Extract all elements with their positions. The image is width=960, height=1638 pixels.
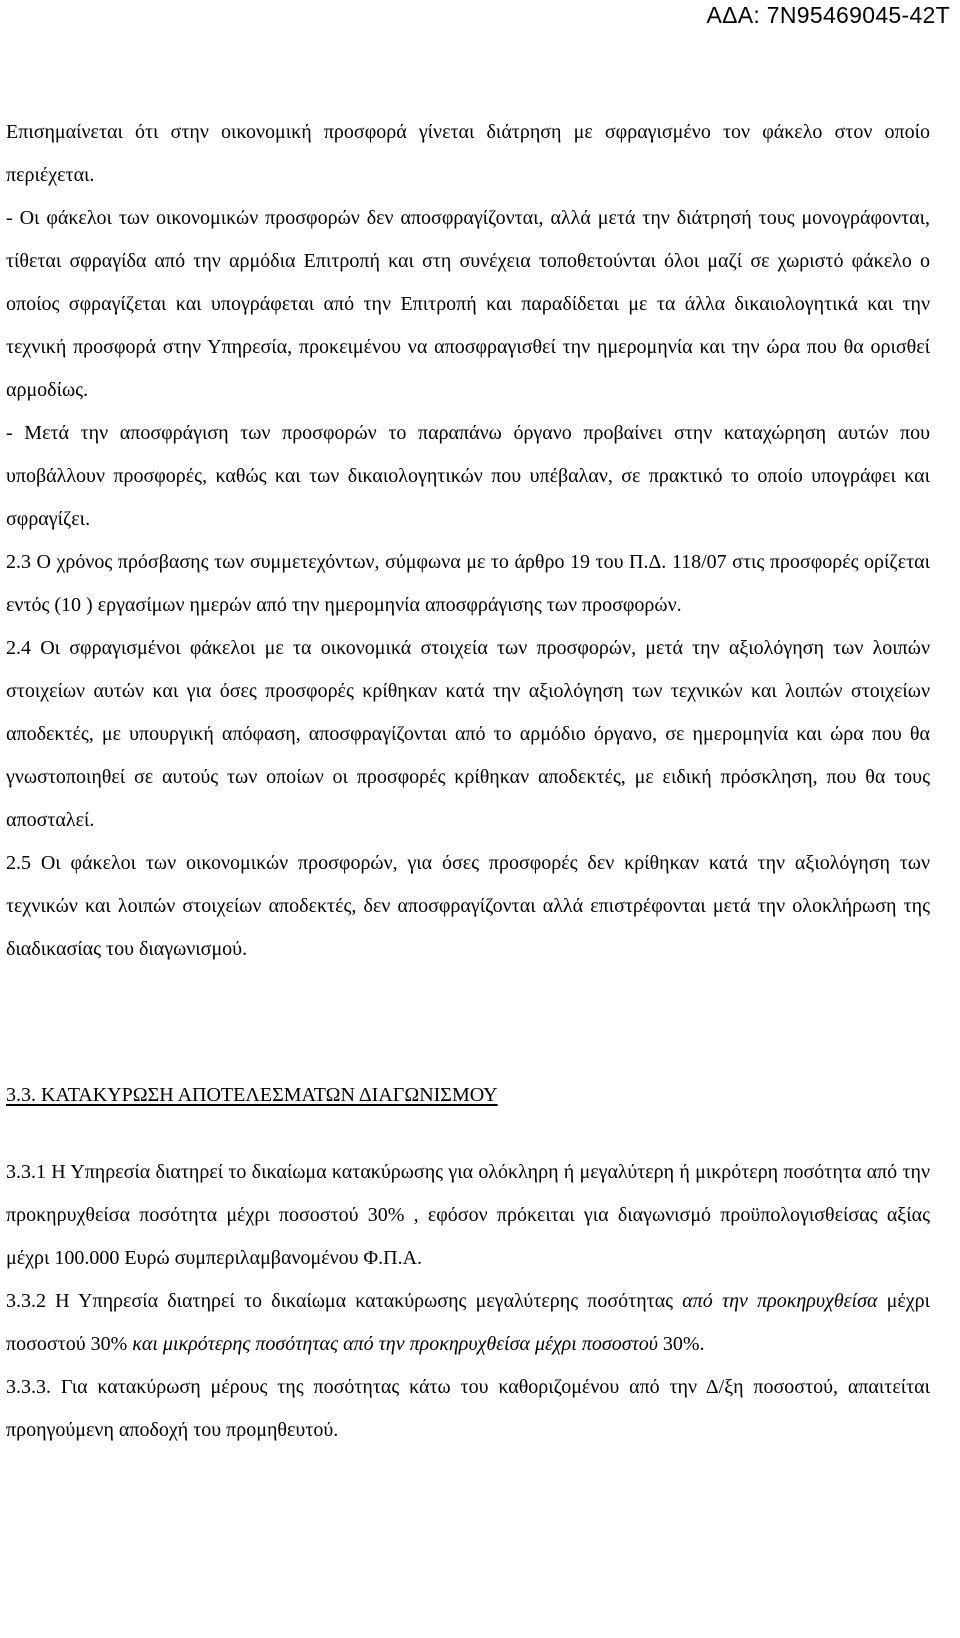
- paragraph-2-5: 2.5 Οι φάκελοι των οικονομικών προσφορών, για όσες προσφορές δεν κρίθηκαν κατά την αξιολόγηση των τεχνικών και λοιπών στοιχείων αποδεκτές, δεν αποσφραγίζονται αλλά επιστρέφονται μετά την ολοκλήρωση της διαδικασίας του διαγωνισμού.: [6, 852, 930, 960]
- p332-part-e: 30%.: [657, 1333, 705, 1355]
- paragraph-3-3-3: 3.3.3. Για κατακύρωση μέρους της ποσότητας κάτω του καθοριζομένου από την Δ/ξη ποσοστού, απαιτείται προηγούμενη αποδοχή του προμηθευτού.: [6, 1376, 930, 1441]
- p332-part-c: μέχρι ποσοστού 30%: [6, 1290, 930, 1355]
- paragraph-3-3-2: [6, 1280, 930, 1366]
- ada-code: ΑΔΑ: 7Ν95469045-42Τ: [706, 2, 950, 28]
- section-heading-text: 3.3. ΚΑΤΑΚΥΡΩΣΗ ΑΠΟΤΕΛΕΣΜΑΤΩΝ ΔΙΑΓΩΝΙΣΜΟΥ: [6, 1084, 498, 1106]
- section-heading: [6, 1074, 930, 1117]
- paragraph-perforation-note: Επισημαίνεται ότι στην οικονομική προσφορά γίνεται διάτρηση με σφραγισμένο τον φάκελο στον οποίο περιέχεται.: [6, 121, 930, 186]
- p332-part-b: από την προκηρυχθείσα: [682, 1290, 878, 1312]
- p332-part-a: 3.3.2 Η Υπηρεσία διατηρεί το δικαίωμα κατακύρωσης μεγαλύτερης ποσότητας: [6, 1290, 683, 1312]
- paragraph-opening-record: - Μετά την αποσφράγιση των προσφορών το παραπάνω όργανο προβαίνει στην καταχώρηση αυτών που υποβάλλουν προσφορές, καθώς και των δικαιολογητικών που υπέβαλαν, σε πρακτικό το οποίο υπογράφει και σφραγίζει.: [6, 422, 930, 530]
- paragraph-financial-envelopes: - Οι φάκελοι των οικονομικών προσφορών δεν αποσφραγίζονται, αλλά μετά την διάτρησή τους μονογράφονται, τίθεται σφραγίδα από την αρμόδια Επιτροπή και στη συνέχεια τοποθετούνται όλοι μαζί σε χωριστό φάκελο ο οποίος σφραγίζεται και υπογράφεται από την Επιτροπή και παραδίδεται με τα άλλα δικαιολογητικά και την τεχνική προσφορά στην Υπηρεσία, προκειμένου να αποσφραγισθεί την ημερομηνία και την ώρα που θα ορισθεί αρμοδίως.: [6, 207, 930, 401]
- paragraph-2-3: 2.3 Ο χρόνος πρόσβασης των συμμετεχόντων, σύμφωνα με το άρθρο 19 του Π.Δ. 118/07 στις προσφορές ορίζεται εντός (10 ) εργασίμων ημερών από την ημερομηνία αποσφράγισης των προσφορών.: [6, 551, 930, 616]
- p332-part-d: και μικρότερης ποσότητας από την προκηρυχθείσα μέχρι ποσοστού: [132, 1333, 658, 1355]
- paragraph-2-4: 2.4 Οι σφραγισμένοι φάκελοι με τα οικονομικά στοιχεία των προσφορών, μετά την αξιολόγηση των λοιπών στοιχείων αυτών και για όσες προσφορές κρίθηκαν κατά την αξιολόγηση των τεχνικών και λοιπών στοιχείων αποδεκτές, με υπουργική απόφαση, αποσφραγίζονται από το αρμόδιο όργανο, σε ημερομηνία και ώρα που θα γνωστοποιηθεί σε αυτούς των οποίων οι προσφορές κρίθηκαν αποδεκτές, με ειδική πρόσκληση, που θα τους αποσταλεί.: [6, 637, 930, 831]
- document-body: [6, 111, 930, 1452]
- paragraph-3-3-1: 3.3.1 Η Υπηρεσία διατηρεί το δικαίωμα κατακύρωσης για ολόκληρη ή μεγαλύτερη ή μικρότερη ποσότητα από την προκηρυχθείσα ποσότητα μέχρι ποσοστού 30% , εφόσον πρόκειται για διαγωνισμό προϋπολογισθείσας αξίας μέχρι 100.000 Ευρώ συμπεριλαμβανομένου Φ.Π.Α.: [6, 1161, 930, 1269]
